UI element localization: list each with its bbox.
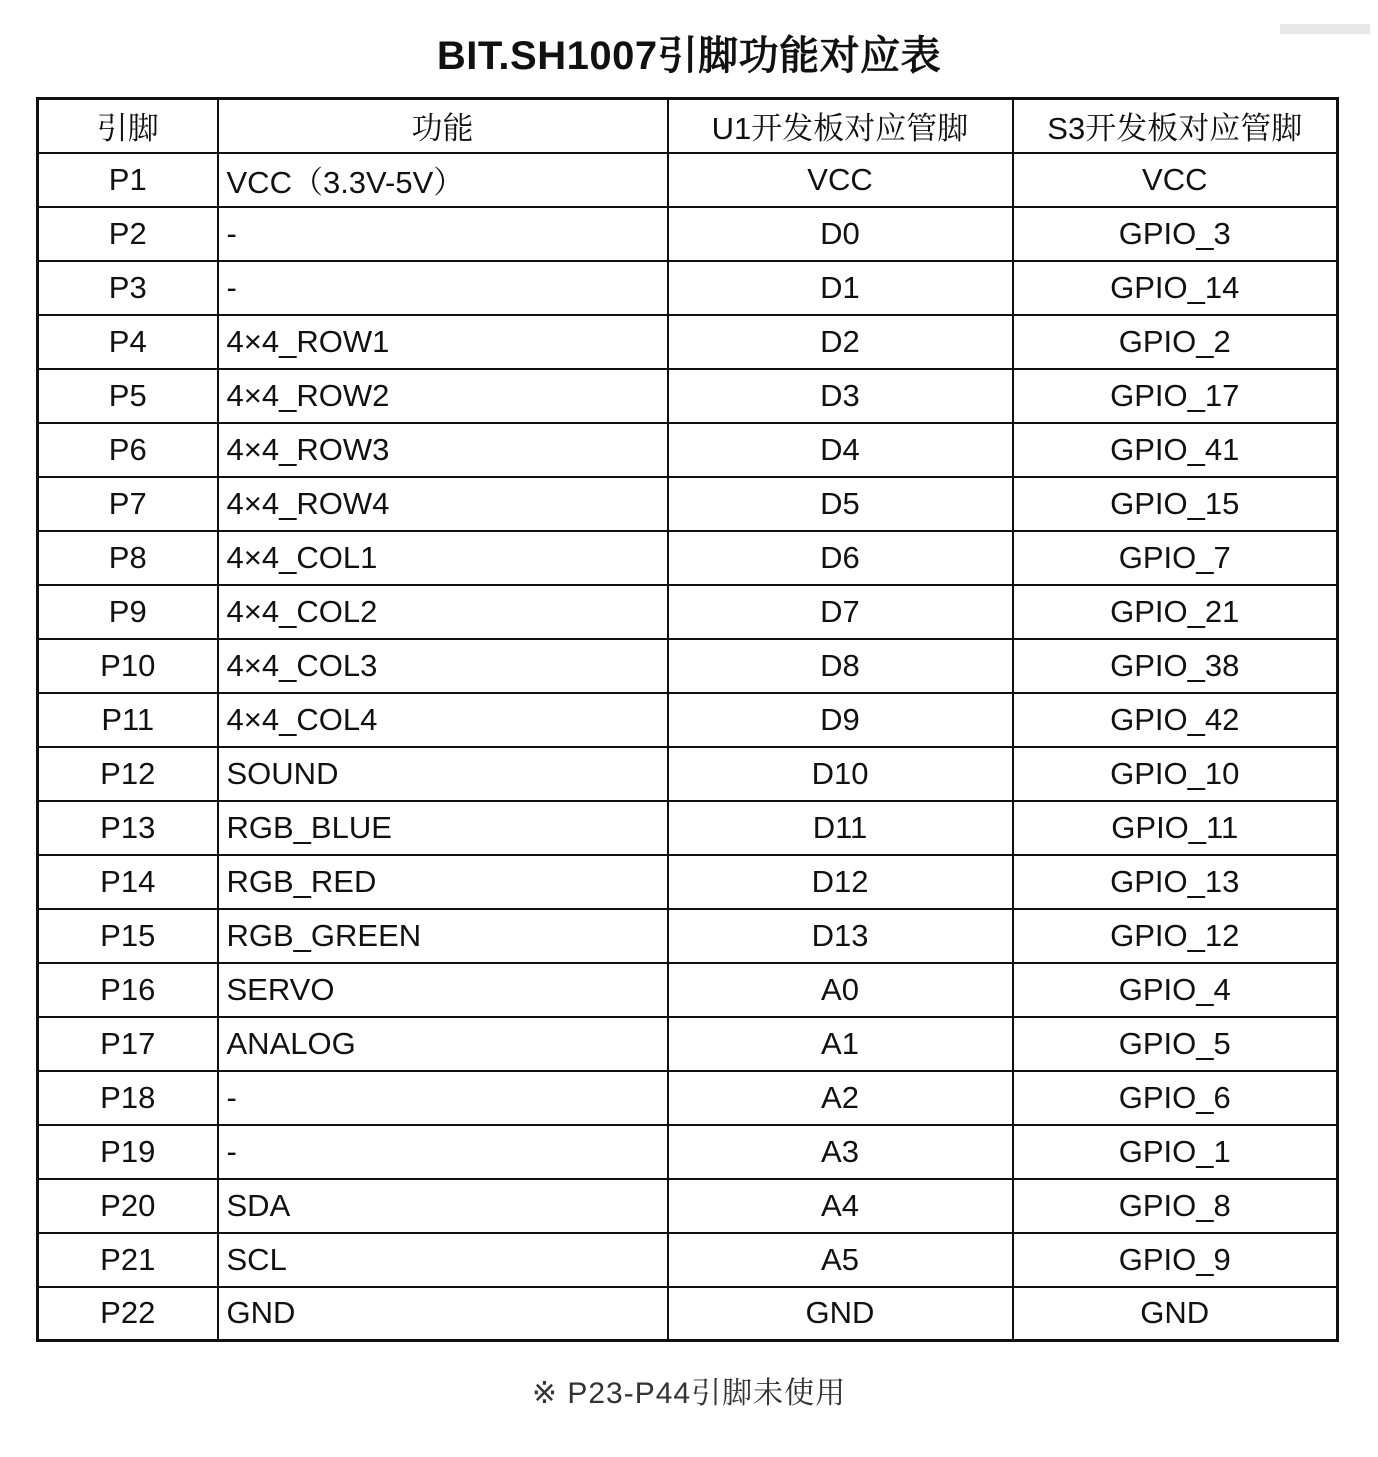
cell-function: -	[218, 207, 668, 261]
cell-pin: P22	[38, 1287, 218, 1341]
column-header-pin: 引脚	[38, 99, 218, 153]
table-container	[0, 97, 1378, 1342]
cell-function: VCC（3.3V-5V）	[218, 153, 668, 207]
table-header-row	[38, 99, 1338, 153]
table-row	[38, 909, 1338, 963]
cell-pin: P6	[38, 423, 218, 477]
cell-s3-pin: GPIO_38	[1013, 639, 1338, 693]
cell-function: 4×4_COL2	[218, 585, 668, 639]
cell-s3-pin: GPIO_8	[1013, 1179, 1338, 1233]
cell-function: RGB_BLUE	[218, 801, 668, 855]
cell-s3-pin: GPIO_2	[1013, 315, 1338, 369]
cell-function: 4×4_ROW3	[218, 423, 668, 477]
table-row	[38, 477, 1338, 531]
cell-u1-pin: D3	[668, 369, 1013, 423]
cell-u1-pin: D12	[668, 855, 1013, 909]
cell-s3-pin: GPIO_1	[1013, 1125, 1338, 1179]
cell-s3-pin: GPIO_4	[1013, 963, 1338, 1017]
cell-u1-pin: D11	[668, 801, 1013, 855]
cell-function: 4×4_ROW2	[218, 369, 668, 423]
cell-u1-pin: D0	[668, 207, 1013, 261]
cell-u1-pin: D4	[668, 423, 1013, 477]
table-row	[38, 747, 1338, 801]
cell-s3-pin: GPIO_10	[1013, 747, 1338, 801]
cell-u1-pin: A3	[668, 1125, 1013, 1179]
cell-s3-pin: GPIO_21	[1013, 585, 1338, 639]
cell-function: 4×4_COL1	[218, 531, 668, 585]
table-row	[38, 1233, 1338, 1287]
cell-s3-pin: VCC	[1013, 153, 1338, 207]
cell-pin: P2	[38, 207, 218, 261]
table-row	[38, 315, 1338, 369]
cell-s3-pin: GPIO_17	[1013, 369, 1338, 423]
table-row	[38, 207, 1338, 261]
table-row	[38, 1179, 1338, 1233]
cell-pin: P12	[38, 747, 218, 801]
table-row	[38, 1125, 1338, 1179]
cell-function: -	[218, 1125, 668, 1179]
cell-pin: P1	[38, 153, 218, 207]
cell-pin: P3	[38, 261, 218, 315]
cell-pin: P20	[38, 1179, 218, 1233]
cell-u1-pin: A5	[668, 1233, 1013, 1287]
cell-u1-pin: D6	[668, 531, 1013, 585]
cell-u1-pin: A2	[668, 1071, 1013, 1125]
table-row	[38, 423, 1338, 477]
cell-pin: P5	[38, 369, 218, 423]
cell-u1-pin: D10	[668, 747, 1013, 801]
cell-u1-pin: A1	[668, 1017, 1013, 1071]
footnote: ※ P23-P44引脚未使用	[531, 1377, 847, 1410]
table-row	[38, 639, 1338, 693]
cell-function: -	[218, 261, 668, 315]
cell-u1-pin: A0	[668, 963, 1013, 1017]
cell-function: 4×4_COL3	[218, 639, 668, 693]
cell-u1-pin: D9	[668, 693, 1013, 747]
cell-function: SOUND	[218, 747, 668, 801]
cell-s3-pin: GPIO_41	[1013, 423, 1338, 477]
cell-u1-pin: D13	[668, 909, 1013, 963]
cell-function: -	[218, 1071, 668, 1125]
cell-s3-pin: GPIO_13	[1013, 855, 1338, 909]
cell-pin: P8	[38, 531, 218, 585]
cell-pin: P14	[38, 855, 218, 909]
table-row	[38, 855, 1338, 909]
table-row	[38, 801, 1338, 855]
cell-function: 4×4_COL4	[218, 693, 668, 747]
cell-pin: P13	[38, 801, 218, 855]
cell-function: RGB_RED	[218, 855, 668, 909]
cell-pin: P19	[38, 1125, 218, 1179]
table-row	[38, 963, 1338, 1017]
column-header-function: 功能	[218, 99, 668, 153]
cell-u1-pin: D2	[668, 315, 1013, 369]
cell-s3-pin: GPIO_11	[1013, 801, 1338, 855]
cell-function: SERVO	[218, 963, 668, 1017]
cell-u1-pin: D1	[668, 261, 1013, 315]
cell-pin: P9	[38, 585, 218, 639]
table-row	[38, 153, 1338, 207]
cell-u1-pin: D8	[668, 639, 1013, 693]
cell-function: ANALOG	[218, 1017, 668, 1071]
cell-function: 4×4_ROW4	[218, 477, 668, 531]
cell-s3-pin: GPIO_15	[1013, 477, 1338, 531]
cell-function: SCL	[218, 1233, 668, 1287]
cell-pin: P18	[38, 1071, 218, 1125]
cell-function: RGB_GREEN	[218, 909, 668, 963]
cell-s3-pin: GPIO_14	[1013, 261, 1338, 315]
cell-pin: P7	[38, 477, 218, 531]
cell-pin: P4	[38, 315, 218, 369]
table-row	[38, 1071, 1338, 1125]
cell-pin: P15	[38, 909, 218, 963]
cell-s3-pin: GPIO_9	[1013, 1233, 1338, 1287]
table-body	[38, 153, 1338, 1341]
table-row	[38, 1017, 1338, 1071]
cell-u1-pin: D7	[668, 585, 1013, 639]
cell-u1-pin: D5	[668, 477, 1013, 531]
document-page	[0, 24, 1378, 1457]
cell-u1-pin: VCC	[668, 153, 1013, 207]
pin-function-table	[36, 97, 1339, 1342]
column-header-u1: U1开发板对应管脚	[668, 99, 1013, 153]
cell-function: SDA	[218, 1179, 668, 1233]
cell-u1-pin: GND	[668, 1287, 1013, 1341]
table-row	[38, 261, 1338, 315]
corner-artifact	[1280, 24, 1370, 34]
cell-function: GND	[218, 1287, 668, 1341]
cell-s3-pin: GPIO_6	[1013, 1071, 1338, 1125]
cell-s3-pin: GPIO_5	[1013, 1017, 1338, 1071]
cell-s3-pin: GPIO_7	[1013, 531, 1338, 585]
column-header-s3: S3开发板对应管脚	[1013, 99, 1338, 153]
page-title: BIT.SH1007引脚功能对应表	[436, 34, 942, 78]
cell-pin: P16	[38, 963, 218, 1017]
cell-s3-pin: GPIO_3	[1013, 207, 1338, 261]
cell-s3-pin: GPIO_42	[1013, 693, 1338, 747]
cell-pin: P11	[38, 693, 218, 747]
cell-pin: P17	[38, 1017, 218, 1071]
table-row	[38, 693, 1338, 747]
cell-u1-pin: A4	[668, 1179, 1013, 1233]
cell-pin: P21	[38, 1233, 218, 1287]
cell-s3-pin: GND	[1013, 1287, 1338, 1341]
cell-pin: P10	[38, 639, 218, 693]
table-row	[38, 369, 1338, 423]
table-row	[38, 1287, 1338, 1341]
cell-function: 4×4_ROW1	[218, 315, 668, 369]
cell-s3-pin: GPIO_12	[1013, 909, 1338, 963]
table-header	[38, 99, 1338, 153]
table-row	[38, 585, 1338, 639]
table-row	[38, 531, 1338, 585]
